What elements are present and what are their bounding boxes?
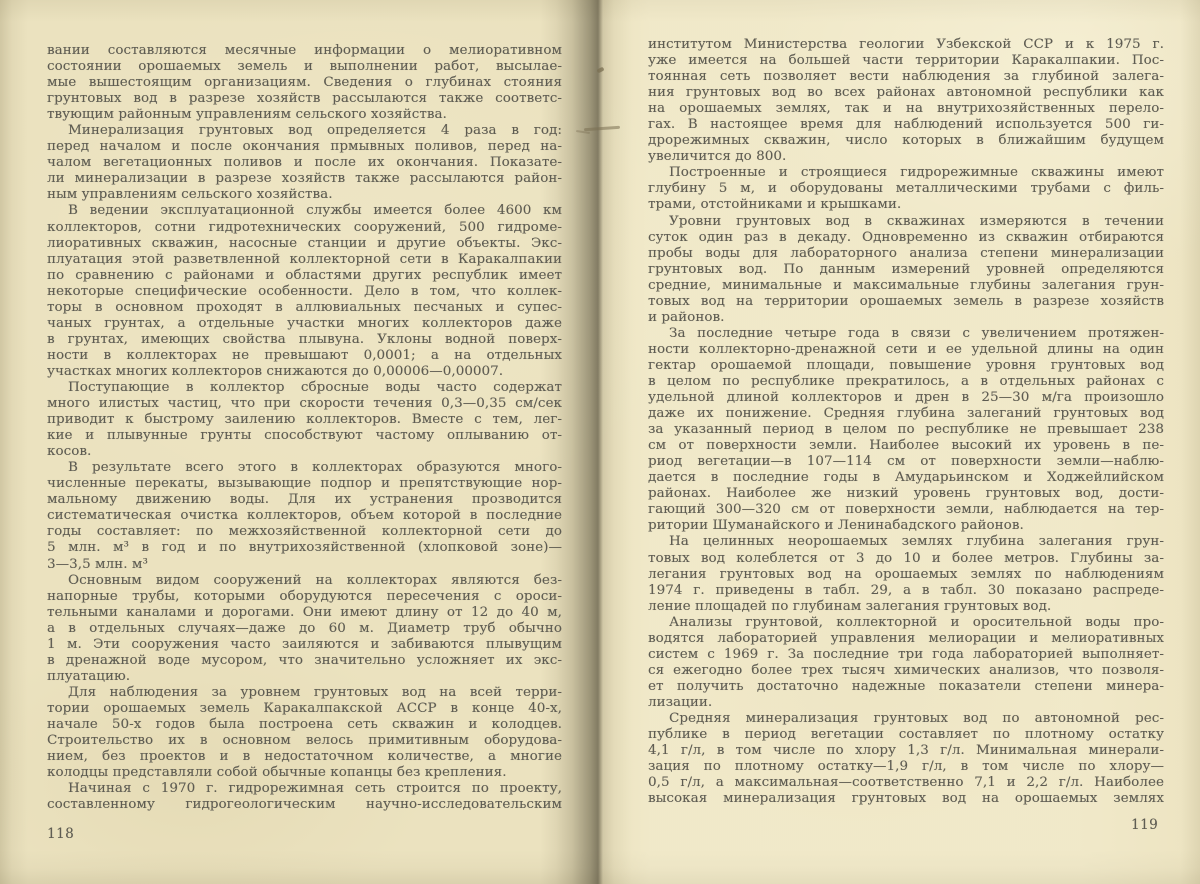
text-line: мальному движению воды. Для их устранения прозводится <box>47 492 562 508</box>
text-line: колодцы представляли собой обычные копанцы без крепления. <box>47 765 507 781</box>
text-line: Средняя минерализация грунтовых вод по автономной рес- <box>669 710 1164 726</box>
text-line: в дренажной воде мусором, что значительно усложняет их экс- <box>47 652 562 668</box>
text-line: состоянии орошаемых земель и выполнении работ, высылае- <box>47 59 562 75</box>
paragraph <box>648 37 1164 165</box>
text-line: Основным видом сооружений на коллекторах являются без- <box>68 572 562 588</box>
binding-thread-mark <box>596 67 604 74</box>
text-line: грунтовых вод. По данным измерений уровней определяются <box>648 261 1164 277</box>
text-line: В результате всего этого в коллекторах образуются много- <box>68 460 562 476</box>
paragraph <box>47 781 562 813</box>
text-line: 4,1 г/л, в том числе по хлору 1,3 г/л. Минимальная минерали- <box>648 743 1164 759</box>
text-line: тории орошаемых земель Каракалпакской АССР в конце 40-х, <box>47 700 562 716</box>
paragraph <box>47 460 562 572</box>
text-line: ным управлениям сельского хозяйства. <box>47 187 333 203</box>
text-line: начале 50-х годов была построена сеть скважин и колодцев. <box>47 716 562 732</box>
text-line: 5 млн. м³ в год и по внутрихозяйственной (хлопковой зоне)— <box>47 540 562 556</box>
text-line: см от поверхности земли. Наиболее высокий их уровень в пе- <box>648 438 1164 454</box>
text-line: 0,5 г/л, а максимальная—соответственно 7,1 и 2,2 г/л. Наиболее <box>648 775 1164 791</box>
paragraph <box>47 43 562 123</box>
right-page-text <box>648 37 1164 807</box>
paragraph <box>47 380 562 460</box>
text-line: 1974 г. приведены в табл. 29, а в табл. 30 показано распреде- <box>648 582 1164 598</box>
text-line: годы составляет: по межхозяйственной коллекторной сети до <box>47 524 562 540</box>
paragraph <box>648 711 1164 807</box>
paragraph <box>47 203 562 380</box>
text-line: кие и плывунные грунты способствуют частому оплыванию от- <box>47 428 562 444</box>
text-line: вании составляются месячные информации о мелиоративном <box>47 43 562 58</box>
text-line: косов. <box>47 444 92 460</box>
text-line: некоторые специфические особенности. Дело в том, что коллек- <box>47 283 562 299</box>
text-line: численные перекаты, вызывающие подпор и препятствующие нор- <box>47 476 562 492</box>
text-line: Анализы грунтовой, коллекторной и оросительной воды про- <box>669 614 1164 630</box>
text-line: а в отдельных случаях—даже до 60 м. Диаметр труб обычно <box>47 620 562 636</box>
text-line: лиоративных скважин, насосные станции и другие объекты. Экс- <box>47 235 562 251</box>
paragraph <box>47 573 562 685</box>
text-line: гающий 300—320 см от поверхности земли, наблюдается на тер- <box>648 502 1164 518</box>
text-line: публике в период вегетации составляет по плотному остатку <box>648 727 1164 743</box>
text-line: чалом вегетационных поливов и после их окончания. Показате- <box>47 155 562 171</box>
text-line: Построенные и строящиеся гидрорежимные скважины имеют <box>669 165 1164 181</box>
paragraph <box>648 534 1164 614</box>
text-line: плуатацию. <box>47 668 131 684</box>
text-line: приводит к быстрому заилению коллекторов. Вместе с тем, лег- <box>47 412 562 428</box>
text-line: суток один раз в декаду. Одновременно из скважин отбираются <box>648 229 1164 245</box>
text-line: ности коллекторно-дренажной сети и ее удельной длины на один <box>648 341 1164 357</box>
text-line: составленному гидрогеологическим научно-исследовательским <box>47 797 562 813</box>
text-line: систем с 1969 г. За последние три года лабораторией выполняет- <box>648 646 1164 662</box>
page-number-right: 119 <box>1131 817 1159 833</box>
text-line: напорные трубы, которыми оборудуются пересечения с ороси- <box>47 588 562 604</box>
text-line: коллекторов, сотни гидротехнических сооружений, 500 гидроме- <box>47 219 562 235</box>
text-line: 1 м. Эти сооружения часто заиляются и забиваются плывущим <box>47 636 562 652</box>
text-line: ление площадей по глубинам залегания грунтовых вод. <box>648 598 1052 614</box>
paragraph <box>47 123 562 203</box>
text-line: ся ежегодно более трех тысяч химических анализов, что позволя- <box>648 662 1164 678</box>
paragraph <box>47 685 562 781</box>
text-line: ния грунтовых вод во всех районах автономной республики как <box>648 85 1164 101</box>
text-line: высокая минерализация грунтовых вод на орошаемых землях <box>648 791 1164 807</box>
text-line: глубину 5 м, и оборудованы металлическими трубами с филь- <box>648 181 1164 197</box>
text-line: легания грунтовых вод на орошаемых землях по наблюдениям <box>648 566 1164 582</box>
paragraph <box>648 165 1164 213</box>
text-line: институтом Министерства геологии Узбекской ССР и к 1975 г. <box>648 37 1164 52</box>
paragraph <box>648 615 1164 711</box>
text-line: нием, без проектов и в недостаточном количестве, а многие <box>47 749 562 765</box>
text-line: трами, отстойниками и крышками. <box>648 197 902 213</box>
text-line: товых вод колеблется от 3 до 10 и более метров. Глубины за- <box>648 550 1164 566</box>
text-line: водятся лабораторией управления мелиорации и мелиоративных <box>648 630 1164 646</box>
text-line: уже имеется на большей части территории Каракалпакии. Пос- <box>648 53 1164 69</box>
text-line: гектар орошаемой площади, повышение уровня грунтовых вод <box>648 357 1164 373</box>
paragraph <box>648 214 1164 326</box>
text-line: за указанный период в целом по республике не превышает 238 <box>648 422 1164 438</box>
page-number-left: 118 <box>47 826 75 842</box>
text-line: За последние четыре года в связи с увеличением протяжен- <box>669 325 1164 341</box>
text-line: Для наблюдения за уровнем грунтовых вод на всей терри- <box>68 684 562 700</box>
text-line: пробы воды для лабораторного анализа степени минерализации <box>648 245 1164 261</box>
text-line: много илистых частиц, что при скорости течения 0,3—0,35 см/сек <box>47 396 562 412</box>
text-line: Уровни грунтовых вод в скважинах измеряются в течении <box>669 213 1164 229</box>
text-line: В ведении эксплуатационной службы имеется более 4600 км <box>68 203 562 219</box>
text-line: ет получить достаточно надежные показатели степени минера- <box>648 678 1164 694</box>
text-line: районах. Наиболее же низкий уровень грунтовых вод, дости- <box>648 486 1164 502</box>
text-line: Минерализация грунтовых вод определяется 4 раза в год: <box>68 123 562 139</box>
text-line: в грунтах, имеющих свойства плывуна. Уклоны водной поверх- <box>47 331 562 347</box>
left-page-text <box>47 43 562 813</box>
paragraph <box>648 326 1164 535</box>
text-line: На целинных неорошаемых землях глубина залегания грун- <box>669 534 1164 550</box>
text-line: средние, минимальные и максимальные глубины залегания грун- <box>648 277 1164 293</box>
text-line: гах. В настоящее время для наблюдений используется 500 ги- <box>648 117 1164 133</box>
text-line: плуатация этой разветвленной коллекторной сети в Каракалпакии <box>47 251 562 267</box>
text-line: даже их понижение. Средняя глубина залеганий грунтовых вод <box>648 406 1164 422</box>
text-line: лизации. <box>648 694 713 710</box>
text-line: дрорежимных скважин, число которых в ближайшим будущем <box>648 133 1164 149</box>
text-line: на орошаемых землях, так и на внутрихозяйственных перело- <box>648 101 1164 117</box>
text-line: удельной длиной коллекторов и дрен в 25—30 м/га произошло <box>648 390 1164 406</box>
text-line: Строительство их в основном велось примитивным оборудова- <box>47 733 562 749</box>
text-line: 3—3,5 млн. м³ <box>47 556 148 572</box>
text-line: систематическая очистка коллекторов, объем которой в последние <box>47 508 562 524</box>
text-line: зация по плотному остатку—1,9 г/л, в том числе по хлору— <box>648 759 1164 775</box>
text-line: тоянная сеть позволяет вести наблюдения за глубиной залега- <box>648 69 1164 85</box>
text-line: ли минерализации в разрезе хозяйств также рассылаются район- <box>47 171 562 187</box>
text-line: по сравнению с районами и областями других республик имеет <box>47 267 562 283</box>
text-line: в целом по республике прекратилось, а в отдельных районах с <box>648 373 1164 389</box>
text-line: торы в основном проходят в аллювиальных песчаных и супес- <box>47 299 562 315</box>
text-line: чаных грунтах, а отдельные участки многих коллекторов даже <box>47 315 562 331</box>
text-line: риод вегетации—в 107—114 см от поверхности земли—наблю- <box>648 454 1164 470</box>
text-line: Начиная с 1970 г. гидрорежимная сеть строится по проекту, <box>68 781 562 797</box>
text-line: и районов. <box>648 309 725 325</box>
text-line: увеличится до 800. <box>648 149 787 165</box>
text-line: участках многих коллекторов снижаются до 0,00006—0,00007. <box>47 363 504 379</box>
text-line: ности в коллекторах не превышают 0,0001; а на отдельных <box>47 347 562 363</box>
text-line: ритории Шуманайского и Ленинабадского районов. <box>648 518 1024 534</box>
text-line: Поступающие в коллектор сбросные воды часто содержат <box>68 379 562 395</box>
text-line: товых вод на территории орошаемых земель в разрезе хозяйств <box>648 293 1164 309</box>
text-line: твующим районным управлениям сельского хозяйства. <box>47 107 447 123</box>
text-line: дается в последние годы в Амударьинском и Ходжейлийском <box>648 470 1164 486</box>
text-line: мые вышестоящим организациям. Сведения о глубинах стояния <box>47 75 562 91</box>
text-line: тельными каналами и дорогами. Они имеют длину от 12 до 40 м, <box>47 604 562 620</box>
binding-scratch-mark <box>584 126 620 132</box>
text-line: грунтовых вод в разрезе хозяйств рассылаются также соответс- <box>47 91 562 107</box>
text-line: перед началом и после окончания прмывных поливов, перед на- <box>47 139 562 155</box>
